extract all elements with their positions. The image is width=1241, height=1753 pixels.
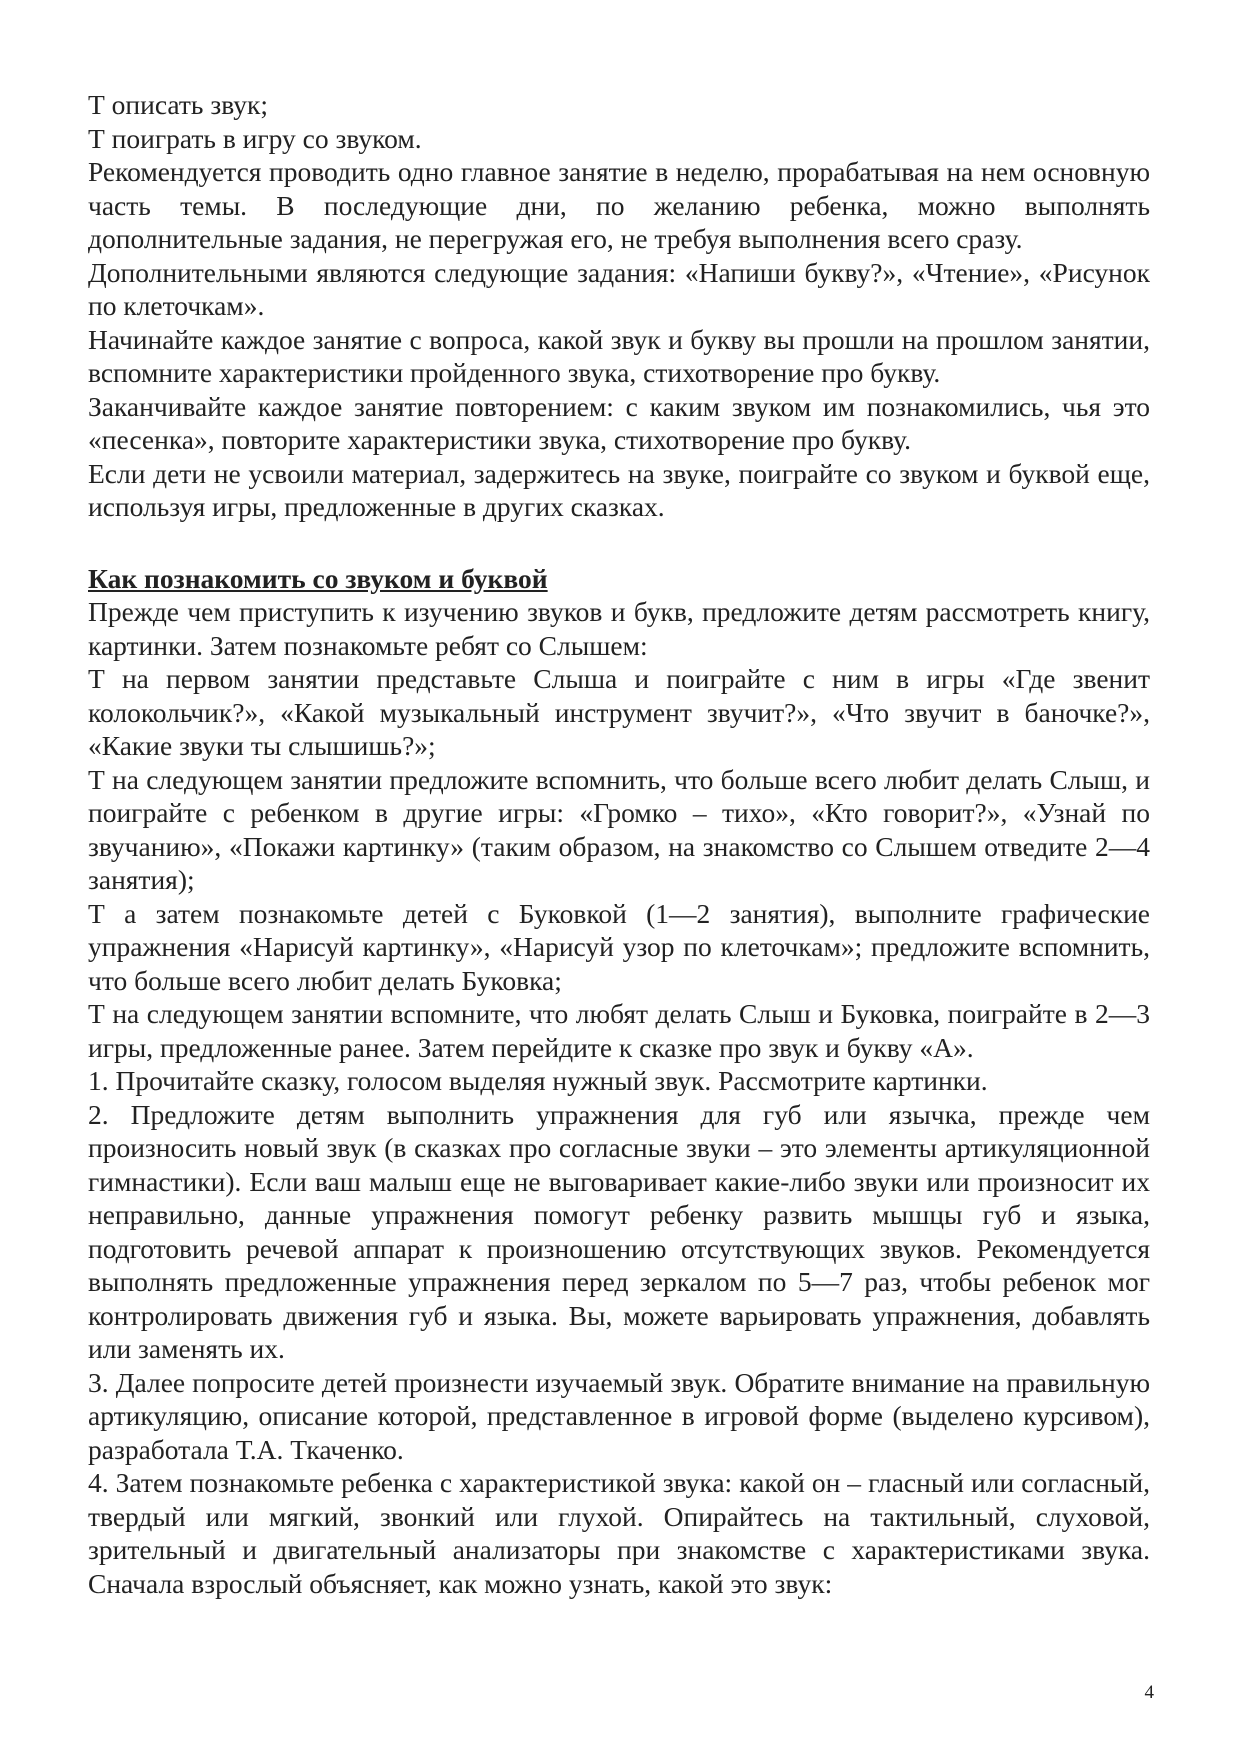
- paragraph: Т а затем познакомьте детей с Буковкой (1—2 занятия), выполните графические упражнения «Нарисуй картинку», «Нарисуй узор по клеточкам»; предложите вспомнить, что больше всего любит делать Буковка;: [88, 897, 1150, 996]
- paragraph: Т на следующем занятии предложите вспомнить, что больше всего любит делать Слыш, и поиграйте с ребенком в другие игры: «Громко – тихо», «Кто говорит?», «Узнай по звучанию», «Покажи картинку» (таким образом, на знакомство со Слышем отведите 2—4 занятия);: [88, 763, 1150, 895]
- paragraph: Рекомендуется проводить одно главное занятие в неделю, прорабатывая на нем основную часть темы. В последующие дни, по желанию ребенка, можно выполнять дополнительные задания, не перегружая его, не требуя выполнения всего сразу.: [88, 156, 1150, 254]
- paragraph: 2. Предложите детям выполнить упражнения для губ или язычка, прежде чем произносить новый звук (в сказках про согласные звуки – это элементы артикуляционной гимнастики). Если ваш малыш еще не выговаривает какие-либо звуки или произносит их неправильно, данные упражнения помогут ребенку развить мышцы губ и языка, подготовить речевой аппарат к произношению отсутствующих звуков. Рекомендуется выполнять предложенные упражнения перед зеркалом по 5—7 раз, чтобы ребенок мог контролировать движения губ и языка. Вы, можете варьировать упражнения, добавлять или заменять их.: [88, 1098, 1150, 1364]
- paragraph: Прежде чем приступить к изучению звуков и букв, предложите детям рассмотреть книгу, картинки. Затем познакомьте ребят со Слышем:: [88, 596, 1150, 661]
- page-number: 4: [1144, 1682, 1154, 1703]
- paragraph: 3. Далее попросите детей произнести изучаемый звук. Обратите внимание на правильную артикуляцию, описание которой, представленное в игровой форме (выделено курсивом), разработала Т.А. Ткаченко.: [88, 1366, 1150, 1465]
- paragraph: 1. Прочитайте сказку, голосом выделяя нужный звук. Рассмотрите картинки.: [88, 1065, 988, 1096]
- paragraph: Заканчивайте каждое занятие повторением: с каким звуком им познакомились, чья это «песенка», повторите характеристики звука, стихотворение про букву.: [88, 390, 1150, 455]
- paragraph: Т описать звук;: [88, 89, 268, 120]
- paragraph: Если дети не усвоили материал, задержитесь на звуке, поиграйте со звуком и буквой еще, используя игры, предложенные в других сказках.: [88, 457, 1150, 522]
- page-content: [88, 88, 1150, 1600]
- paragraph: Т поиграть в игру со звуком.: [88, 122, 422, 154]
- paragraph: Начинайте каждое занятие с вопроса, какой звук и букву вы прошли на прошлом занятии, вспомните характеристики пройденного звука, стихотворение про букву.: [88, 323, 1150, 388]
- paragraph: 4. Затем познакомьте ребенка с характеристикой звука: какой он – гласный или согласный, твердый или мягкий, звонкий или глухой. Опирайтесь на тактильный, слуховой, зрительный и двигательный анализаторы при знакомстве с характеристиками звука. Сначала взрослый объясняет, как можно узнать, какой это звук:: [88, 1467, 1150, 1599]
- paragraph: Т на следующем занятии вспомните, что любят делать Слыш и Буковка, поиграйте в 2—3 игры, предложенные ранее. Затем перейдите к сказке про звук и букву «А».: [88, 998, 1150, 1063]
- paragraph: Т на первом занятии представьте Слыша и поиграйте с ним в игры «Где звенит колокольчик?», «Какой музыкальный инструмент звучит?», «Что звучит в баночке?», «Какие звуки ты слышишь?»;: [88, 663, 1150, 761]
- paragraph: Дополнительными являются следующие задания: «Напиши букву?», «Чтение», «Рисунок по клеточкам».: [88, 256, 1150, 321]
- section-heading: Как познакомить со звуком и буквой: [88, 562, 548, 594]
